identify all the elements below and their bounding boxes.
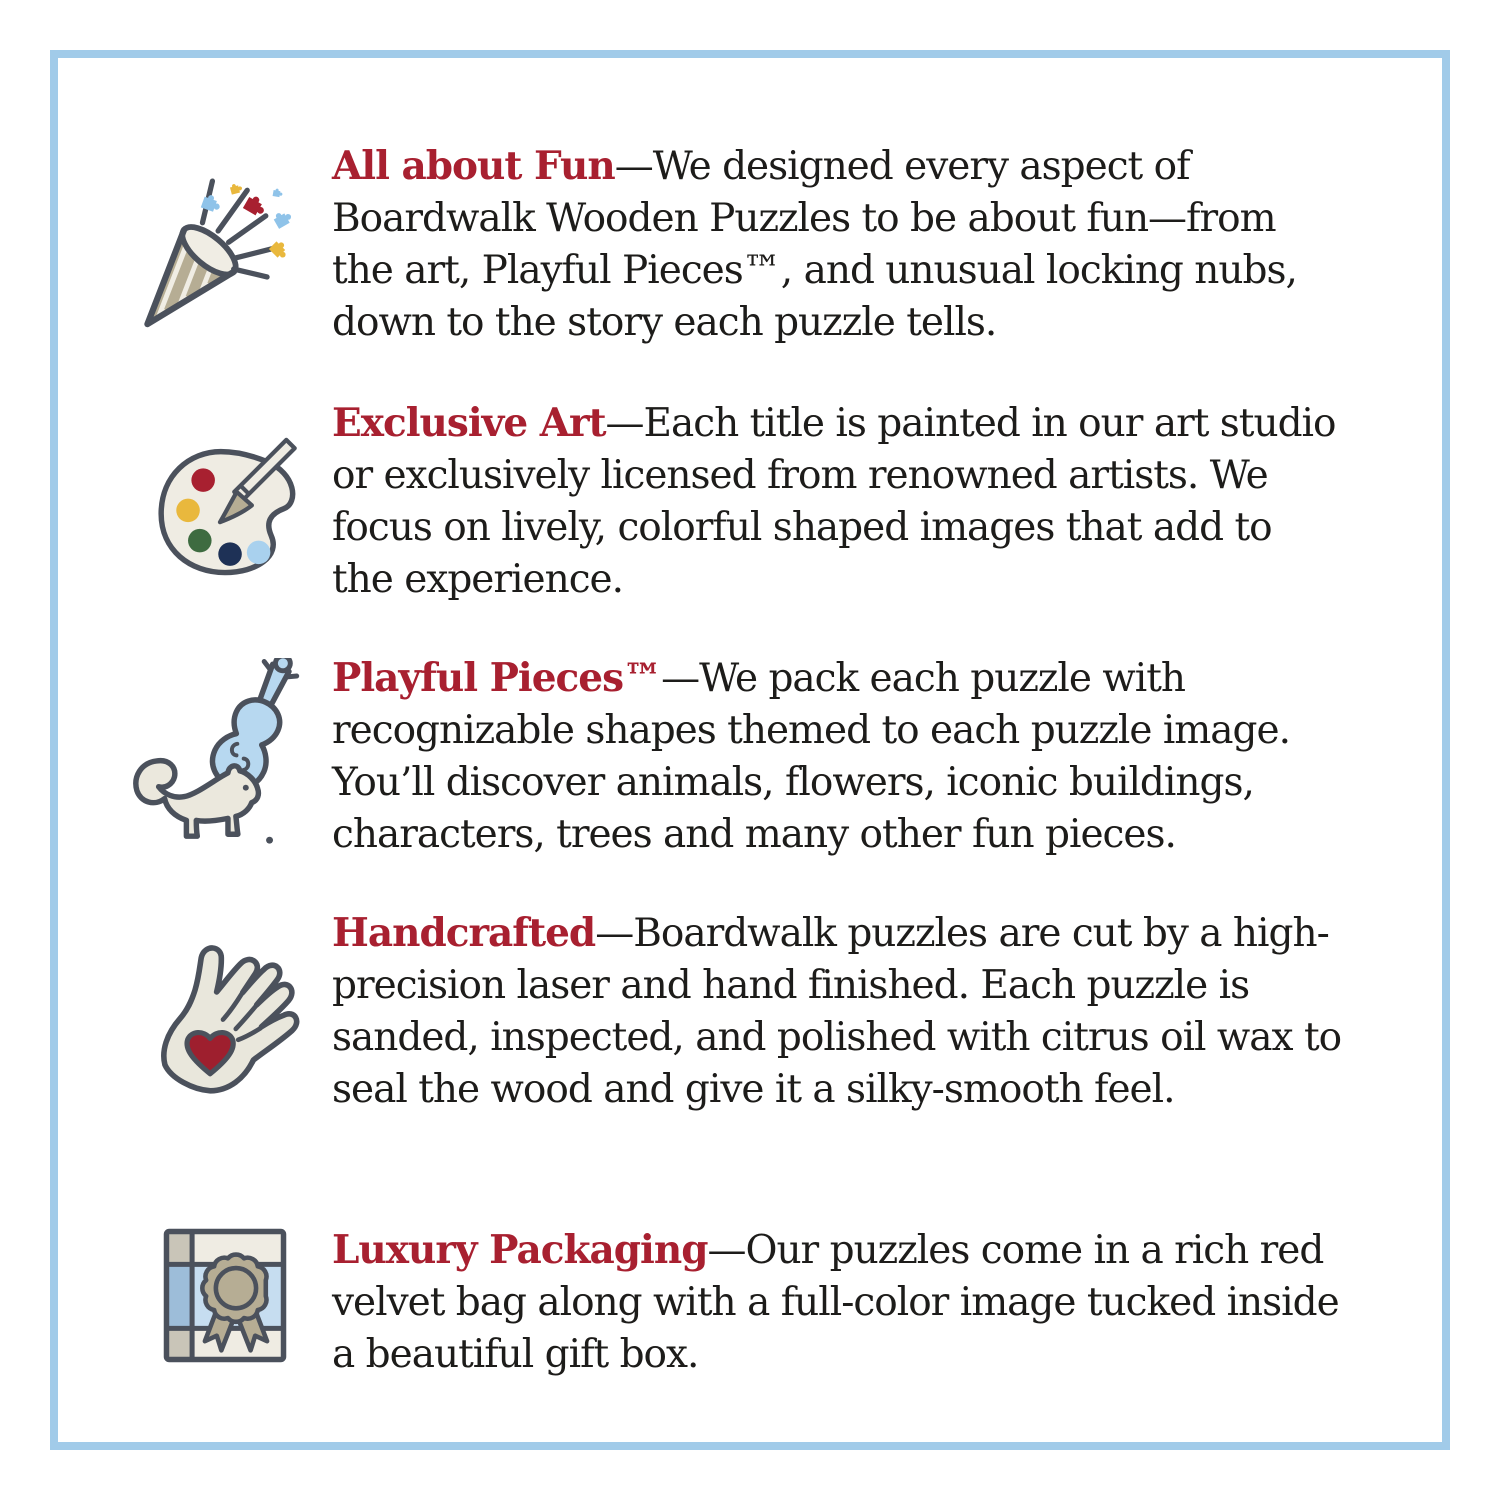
feature-paragraph [332, 1224, 1342, 1381]
feature-heading: All about Fun [332, 143, 615, 189]
feature-paragraph [332, 140, 1342, 349]
feature-paragraph [332, 907, 1342, 1116]
feature-row-playful-pieces [118, 652, 1358, 861]
feature-body: —We pack each puzzle with recognizable shapes themed to each puzzle image. You’ll discover animals, flowers, iconic buildings, characters, trees and many other fun pieces. [332, 656, 1290, 857]
gift-box-award-icon [118, 1240, 332, 1365]
paint-palette-svg [141, 426, 309, 578]
party-popper-svg [129, 154, 321, 336]
feature-row-all-about-fun [118, 140, 1358, 349]
feature-heading: Exclusive Art [332, 400, 606, 446]
party-popper-icon [118, 154, 332, 336]
squirrel-violin-svg [120, 658, 330, 856]
feature-row-handcrafted [118, 907, 1358, 1116]
feature-heading: Handcrafted [332, 910, 596, 956]
feature-row-luxury-packaging [118, 1224, 1358, 1381]
feature-heading: Playful Pieces™ [332, 655, 662, 701]
feature-body: —Our puzzles come in a rich red velvet bag along with a full-color image tucked inside a beautiful gift box. [332, 1228, 1339, 1377]
paint-palette-icon [118, 426, 332, 578]
feature-paragraph [332, 397, 1342, 606]
feature-body: —We designed every aspect of Boardwalk Wooden Puzzles to be about fun—from the art, Playful Pieces™, and unusual locking nubs, down to the story each puzzle tells. [332, 144, 1297, 345]
feature-paragraph [332, 652, 1342, 861]
hand-heart-svg [132, 913, 318, 1111]
feature-row-exclusive-art [118, 397, 1358, 606]
feature-body: —Each title is painted in our art studio or exclusively licensed from renowned artists. We focus on lively, colorful shaped images that add to the experience. [332, 401, 1336, 602]
hand-heart-icon [118, 913, 332, 1111]
feature-body: —Boardwalk puzzles are cut by a high-precision laser and hand finished. Each puzzle is sanded, inspected, and polished with citrus oil wax to seal the wood and give it a silky-smooth feel. [332, 911, 1342, 1112]
feature-heading: Luxury Packaging [332, 1227, 708, 1273]
gift-box-award-svg [161, 1226, 289, 1365]
squirrel-violin-puzzle-icon [118, 658, 332, 856]
